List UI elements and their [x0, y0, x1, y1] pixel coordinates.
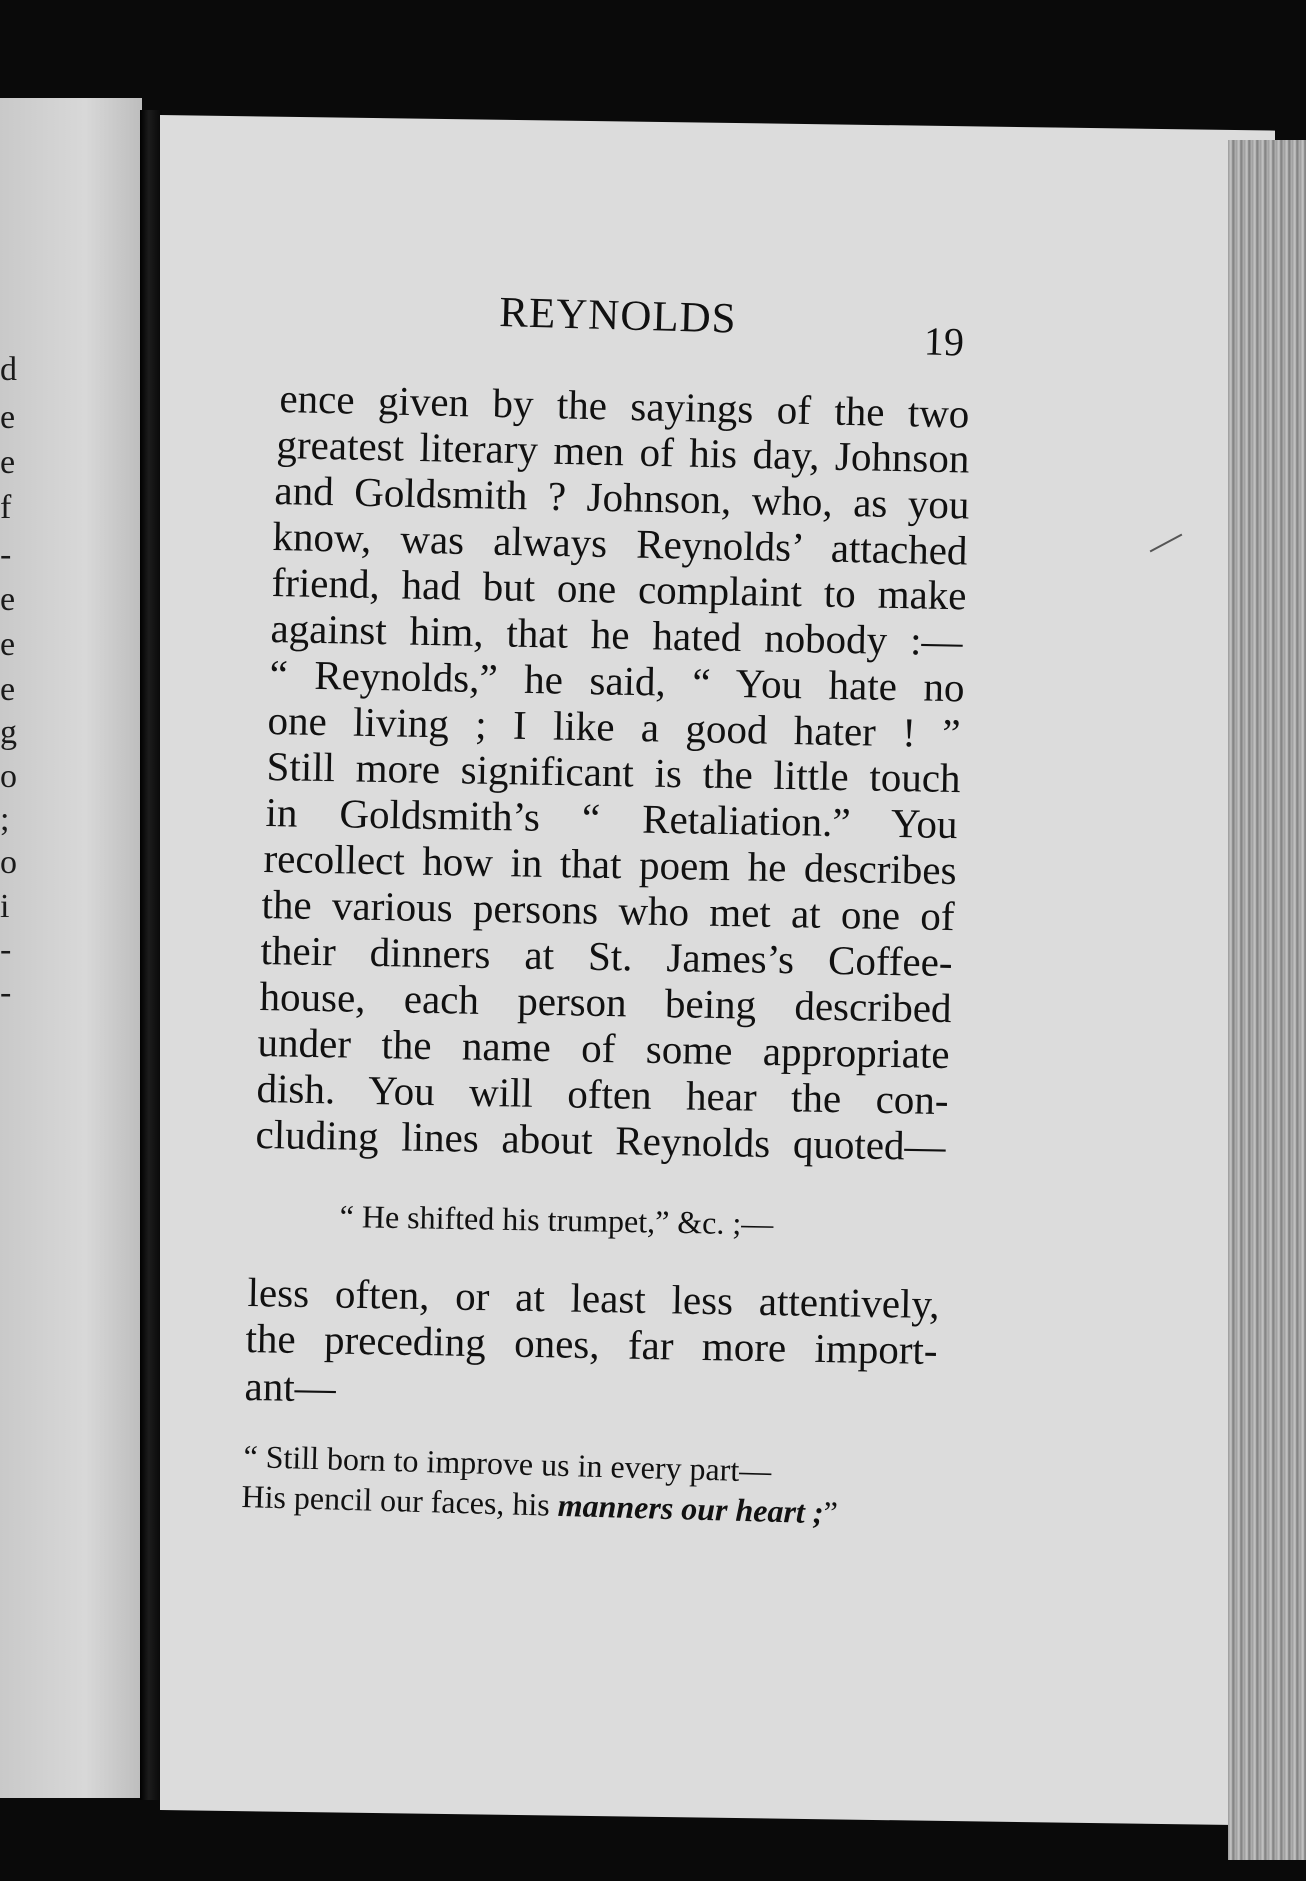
edge-char: e	[0, 399, 16, 436]
edge-char: e	[0, 671, 16, 708]
edge-char: e	[0, 444, 16, 481]
closing-quote-mark: ”	[823, 1494, 839, 1531]
verse-quote: “ He shifted his trumpet,” &c. ;—	[339, 1198, 774, 1242]
edge-char: e	[0, 581, 16, 618]
body-line: friend, had but one complaint to make	[271, 559, 967, 619]
body-line: know, was always Reynolds’ attached	[272, 513, 968, 574]
body-line: “ Reynolds,” he said, “ You hate no	[269, 651, 965, 711]
body-line: less often, or at least less attentively,	[247, 1269, 940, 1328]
body-line: recollect how in that poem he describes	[263, 835, 957, 894]
body-line: against him, that he hated nobody :—	[270, 605, 963, 665]
edge-char: d	[0, 351, 17, 388]
edge-char: i	[0, 888, 10, 925]
body-line: ant—	[244, 1363, 337, 1411]
body-line: house, each person being described	[259, 973, 952, 1032]
body-line: the various persons who met at one of	[261, 881, 955, 940]
body-line: greatest literary men of his day, Johnson	[276, 421, 970, 482]
page-number: 19	[923, 318, 965, 365]
running-head: REYNOLDS	[498, 288, 738, 343]
body-line: their dinners at St. James’s Coffee-	[260, 927, 953, 986]
body-line: cluding lines about Reynolds quoted—	[255, 1111, 946, 1170]
edge-char: o	[0, 844, 17, 881]
edge-char: -	[0, 974, 12, 1011]
edge-char: o	[0, 758, 17, 795]
body-line: and Goldsmith ? Johnson, who, as you	[274, 467, 970, 528]
body-line: one living ; I like a good hater ! ”	[267, 697, 961, 757]
body-line: dish. You will often hear the con-	[256, 1065, 949, 1124]
edge-char: ;	[0, 801, 10, 838]
edge-char: e	[0, 626, 16, 663]
verse-text: His pencil our faces, his	[241, 1478, 559, 1523]
body-line: the preceding ones, far more import-	[245, 1315, 938, 1374]
verse-italic-text: manners our heart ;	[557, 1486, 825, 1531]
body-line: under the name of some appropriate	[257, 1019, 950, 1078]
verse-quote: “ Still born to improve us in every part—	[243, 1438, 772, 1489]
body-line: ence given by the sayings of the two	[279, 375, 970, 437]
edge-char: -	[0, 931, 12, 968]
edge-char: f	[0, 489, 12, 526]
edge-char: g	[0, 714, 17, 751]
body-line: in Goldsmith’s “ Retaliation.” You	[265, 789, 958, 848]
body-line: Still more significant is the little touch	[266, 743, 961, 802]
edge-char: -	[0, 536, 12, 573]
